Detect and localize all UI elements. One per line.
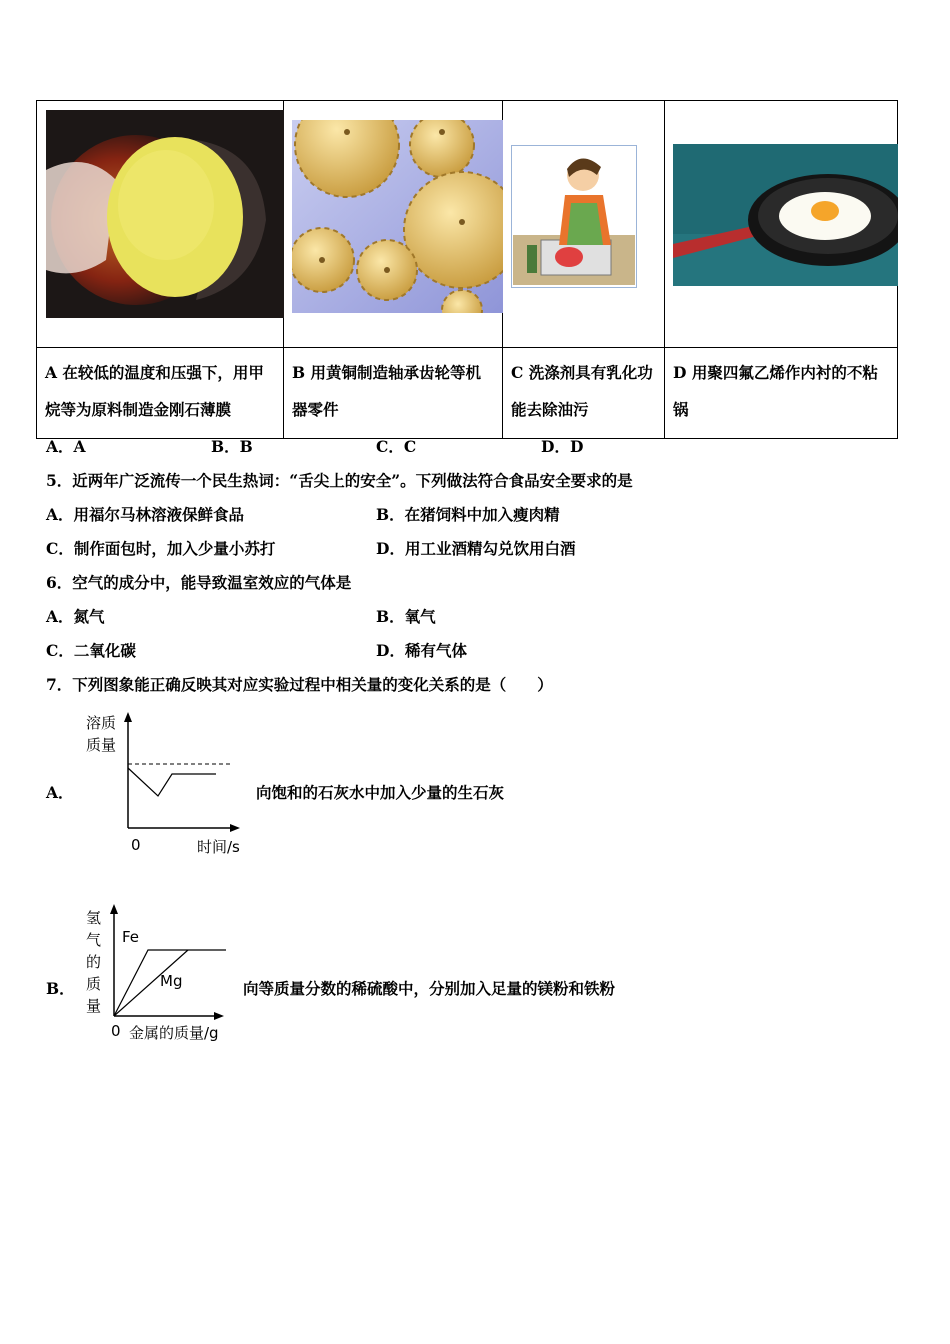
q7b-ylabel-char-3: 的: [86, 953, 102, 971]
option-c-image-cell: [503, 101, 665, 348]
question-7-stem: 7．下列图象能正确反映其对应实验过程中相关量的变化关系的是（ ）: [46, 675, 553, 694]
q7-choice-a-label[interactable]: A．: [46, 783, 74, 802]
q6-choice-d[interactable]: D．稀有气体: [376, 641, 467, 660]
q5-choice-b[interactable]: B．在猪饲料中加入瘦肉精: [376, 505, 560, 524]
q7-choice-a-description: 向饱和的石灰水中加入少量的生石灰: [256, 783, 505, 802]
q7b-ylabel-char-2: 气: [86, 931, 102, 949]
q7b-fe-label: Fe: [122, 928, 140, 946]
q5-choice-d[interactable]: D．用工业酒精勾兑饮用白酒: [376, 539, 576, 558]
answer-choice-b[interactable]: B．B: [211, 437, 253, 456]
q7a-ylabel-line1: 溶质: [86, 714, 117, 732]
q7b-ylabel-char-1: 氢: [86, 909, 102, 927]
q7b-ylabel-char-4: 质: [86, 975, 102, 993]
q7a-xlabel: 时间/s: [197, 838, 240, 856]
q7b-graph: [104, 902, 234, 1022]
q7b-ylabel-char-5: 量: [86, 997, 102, 1015]
q7a-graph: [110, 710, 250, 840]
option-d-image-cell: [665, 101, 898, 348]
q6-choice-a[interactable]: A．氮气: [46, 607, 105, 626]
q7-choice-b-label[interactable]: B．: [46, 979, 75, 998]
answer-choice-d[interactable]: D．D: [541, 437, 584, 456]
diamond-film-image: [46, 110, 284, 318]
option-a-text: A 在较低的温度和压强下，用甲烷等为原料制造金刚石薄膜: [37, 348, 284, 439]
question-6-stem: 6．空气的成分中，能导致温室效应的气体是: [46, 573, 352, 592]
answer-choice-a[interactable]: A．A: [46, 437, 86, 456]
nonstick-pan-image: [673, 144, 898, 286]
q7b-xlabel: 金属的质量/g: [129, 1024, 219, 1042]
question-5-stem: 5．近两年广泛流传一个民生热词：“舌尖上的安全”。下列做法符合食品安全要求的是: [46, 471, 633, 490]
washing-dishes-image: [511, 145, 637, 288]
option-b-image-cell: [284, 101, 503, 348]
options-table: [36, 100, 898, 439]
q7b-mg-label: Mg: [160, 972, 183, 990]
brass-gears-image: [292, 120, 503, 313]
q5-choice-c[interactable]: C．制作面包时，加入少量小苏打: [46, 539, 276, 558]
option-b-text: B 用黄铜制造轴承齿轮等机器零件: [284, 348, 503, 439]
option-c-text: C 洗涤剂具有乳化功能去除油污: [503, 348, 665, 439]
q7a-ylabel-line2: 质量: [86, 736, 117, 754]
q7a-origin: 0: [131, 836, 141, 854]
q6-choice-b[interactable]: B．氧气: [376, 607, 436, 626]
answer-choice-c[interactable]: C．C: [376, 437, 417, 456]
option-a-image-cell: [37, 101, 284, 348]
q7b-origin: 0: [111, 1022, 121, 1040]
q5-choice-a[interactable]: A．用福尔马林溶液保鲜食品: [46, 505, 245, 524]
q6-choice-c[interactable]: C．二氧化碳: [46, 641, 136, 660]
option-d-text: D 用聚四氟乙烯作内衬的不粘锅: [665, 348, 898, 439]
q7-choice-b-description: 向等质量分数的稀硫酸中，分别加入足量的镁粉和铁粉: [243, 979, 616, 998]
